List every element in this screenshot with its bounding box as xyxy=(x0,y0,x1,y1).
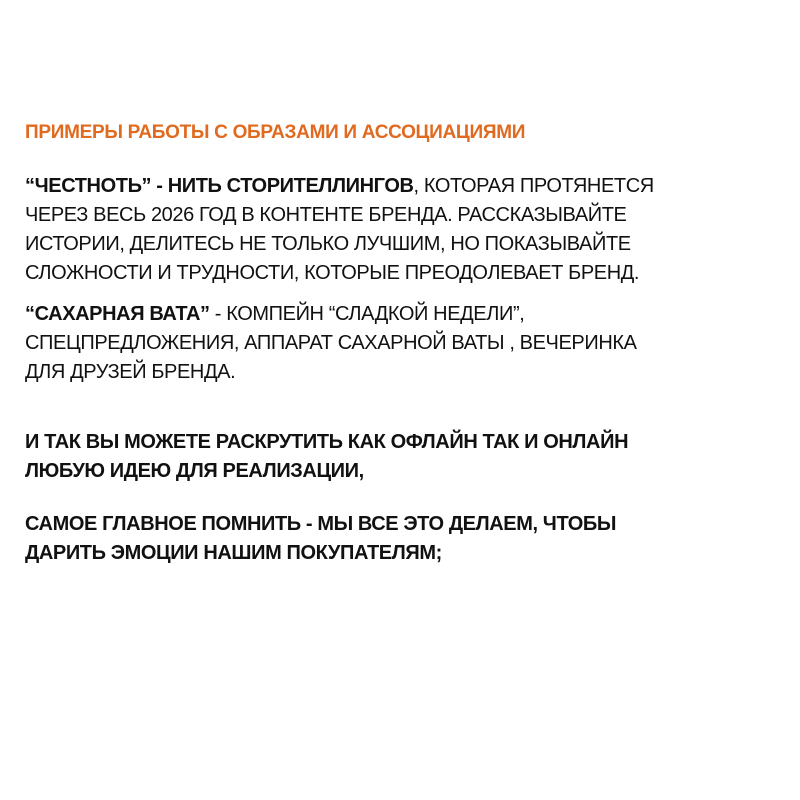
paragraph-promotion-line-2: ЛЮБУЮ ИДЕЮ ДЛЯ РЕАЛИЗАЦИИ, xyxy=(25,460,364,482)
paragraph-conclusion-line-2: ДАРИТЬ ЭМОЦИИ НАШИМ ПОКУПАТЕЛЯМ; xyxy=(25,542,442,564)
paragraph-honesty xyxy=(25,172,654,288)
paragraph-honesty-line-2: ЧЕРЕЗ ВЕСЬ 2026 ГОД В КОНТЕНТЕ БРЕНДА. РАССКАЗЫВАЙТЕ xyxy=(25,204,627,226)
paragraph-conclusion xyxy=(25,510,616,568)
paragraph-honesty-line-4: СЛОЖНОСТИ И ТРУДНОСТИ, КОТОРЫЕ ПРЕОДОЛЕВАЕТ БРЕНД. xyxy=(25,262,640,284)
paragraph-cotton-candy-line-2: СПЕЦПРЕДЛОЖЕНИЯ, АППАРАТ САХАРНОЙ ВАТЫ , ВЕЧЕРИНКА xyxy=(25,332,637,354)
paragraph-honesty-line-1 xyxy=(25,172,654,201)
paragraph-cotton-candy-line-1 xyxy=(25,300,637,329)
cotton-candy-line-1-rest: - КОМПЕЙН “СЛАДКОЙ НЕДЕЛИ”, xyxy=(209,303,525,325)
paragraph-honesty-line-3: ИСТОРИИ, ДЕЛИТЕСЬ НЕ ТОЛЬКО ЛУЧШИМ, НО ПОКАЗЫВАЙТЕ xyxy=(25,233,631,255)
document-page xyxy=(25,0,785,800)
paragraph-promotion-line-1: И ТАК ВЫ МОЖЕТЕ РАСКРУТИТЬ КАК ОФЛАЙН ТАК И ОНЛАЙН xyxy=(25,431,629,453)
paragraph-conclusion-line-1: САМОЕ ГЛАВНОЕ ПОМНИТЬ - МЫ ВСЕ ЭТО ДЕЛАЕМ, ЧТОБЫ xyxy=(25,513,617,535)
paragraph-cotton-candy xyxy=(25,300,637,387)
section-heading: ПРИМЕРЫ РАБОТЫ С ОБРАЗАМИ И АССОЦИАЦИЯМИ xyxy=(25,122,526,143)
honesty-bold-lead: “ЧЕСТНОТЬ” - НИТЬ СТОРИТЕЛЛИНГОВ xyxy=(25,175,414,197)
paragraph-cotton-candy-line-3: ДЛЯ ДРУЗЕЙ БРЕНДА. xyxy=(25,361,236,383)
paragraph-promotion xyxy=(25,428,628,486)
honesty-line-1-rest: , КОТОРАЯ ПРОТЯНЕТСЯ xyxy=(413,175,654,197)
cotton-candy-bold-lead: “САХАРНАЯ ВАТА” xyxy=(25,303,210,325)
